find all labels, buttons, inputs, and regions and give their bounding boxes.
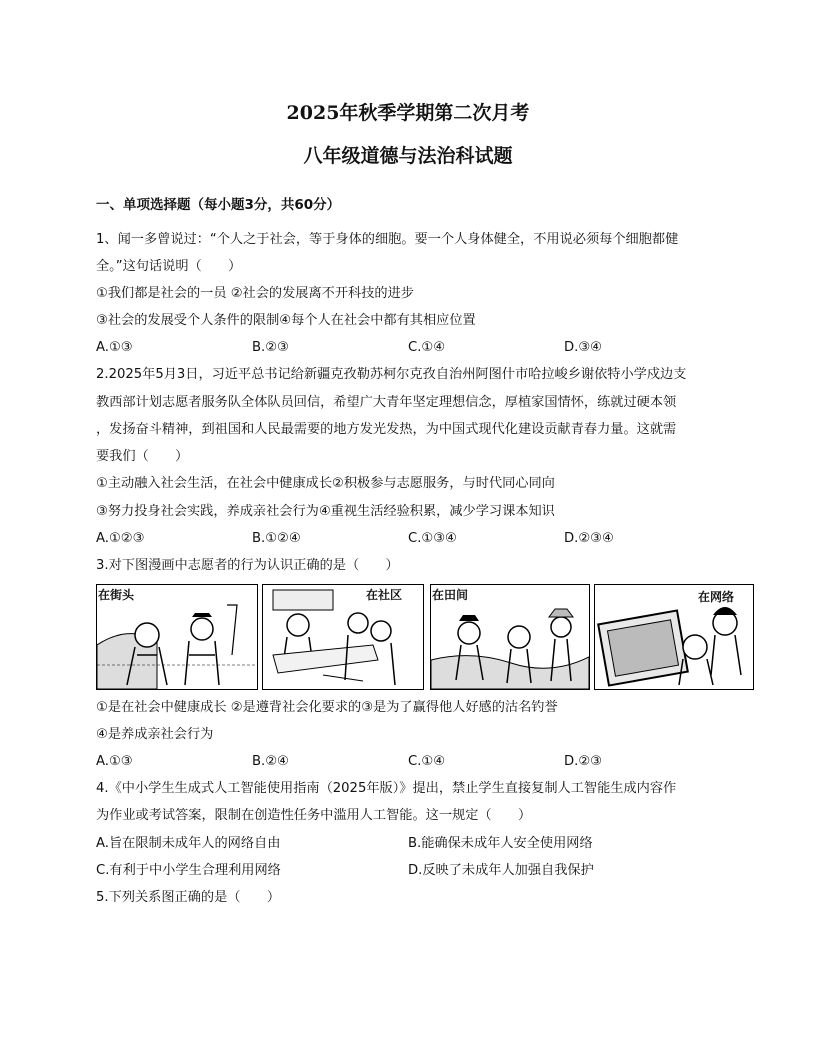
q1-item-line1: ①我们都是社会的一员 ②社会的发展离不开科技的进步 [96, 286, 414, 301]
exam-subtitle: 八年级道德与法治科试题 [303, 145, 513, 167]
q3-option-a: A.①③ [96, 754, 133, 769]
q1-stem-line1: 1、闻一多曾说过：“个人之于社会，等于身体的细胞。要一个人身体健全，不用说必须每个细胞都健 [96, 232, 679, 247]
q4-option-d: D.反映了未成年人加强自我保护 [408, 863, 594, 878]
q4-option-c: C.有利于中小学生合理利用网络 [96, 863, 281, 878]
q2-option-b: B.①②④ [252, 531, 301, 546]
q2-option-c: C.①③④ [408, 531, 457, 546]
q3-option-b: B.②④ [252, 754, 289, 769]
q4-option-b: B.能确保未成年人安全使用网络 [408, 836, 593, 851]
q1-stem-line2: 全。”这句话说明（ ） [96, 259, 242, 274]
q4-stem-line2: 为作业或考试答案，限制在创造性任务中滥用人工智能。这一规定（ ） [96, 808, 532, 823]
q2-stem-line4: 要我们（ ） [96, 449, 189, 464]
q3-option-d: D.②③ [564, 754, 602, 769]
q1-option-a: A.①③ [96, 340, 133, 355]
comic-caption-field: 在田间 [432, 588, 469, 602]
q2-option-a: A.①②③ [96, 531, 145, 546]
q3-item-line1: ①是在社会中健康成长 ②是遵背社会化要求的③是为了赢得他人好感的沽名钓誉 [96, 700, 558, 715]
section-heading: 一、单项选择题（每小题3分，共60分） [96, 197, 341, 213]
exam-title: 2025年秋季学期第二次月考 [286, 102, 530, 124]
q3-item-line2: ④是养成亲社会行为 [96, 727, 214, 742]
q5-stem: 5.下列关系图正确的是（ ） [96, 890, 281, 905]
q2-item-line1: ①主动融入社会生活，在社会中健康成长②积极参与志愿服务，与时代同心同向 [96, 476, 555, 491]
q1-option-b: B.②③ [252, 340, 289, 355]
q1-item-line2: ③社会的发展受个人条件的限制④每个人在社会中都有其相应位置 [96, 313, 476, 328]
comic-caption-street: 在街头 [98, 588, 135, 602]
comic-caption-internet: 在网络 [698, 590, 735, 604]
q2-stem-line3: ，发扬奋斗精神，到祖国和人民最需要的地方发光发热，为中国式现代化建设贡献青春力量。这就需 [96, 422, 677, 437]
q2-item-line2: ③努力投身社会实践，养成亲社会行为④重视生活经验积累，减少学习课本知识 [96, 504, 555, 519]
q2-option-d: D.②③④ [564, 531, 614, 546]
q3-stem: 3.对下图漫画中志愿者的行为认识正确的是（ ） [96, 558, 399, 573]
q4-option-a: A.旨在限制未成年人的网络自由 [96, 836, 281, 851]
comic-caption-community: 在社区 [366, 588, 403, 602]
q2-stem-line1: 2.2025年5月3日，习近平总书记给新疆克孜勒苏柯尔克孜自治州阿图什市哈拉峻乡谢依特小学戍边支 [96, 367, 687, 382]
q4-stem-line1: 4.《中小学生生成式人工智能使用指南（2025年版）》提出，禁止学生直接复制人工智能生成内容作 [96, 781, 677, 796]
q2-stem-line2: 教西部计划志愿者服务队全体队员回信，希望广大青年坚定理想信念，厚植家国情怀，练就过硬本领 [96, 395, 677, 410]
q3-option-c: C.①④ [408, 754, 446, 769]
q1-option-c: C.①④ [408, 340, 446, 355]
q1-option-d: D.③④ [564, 340, 602, 355]
